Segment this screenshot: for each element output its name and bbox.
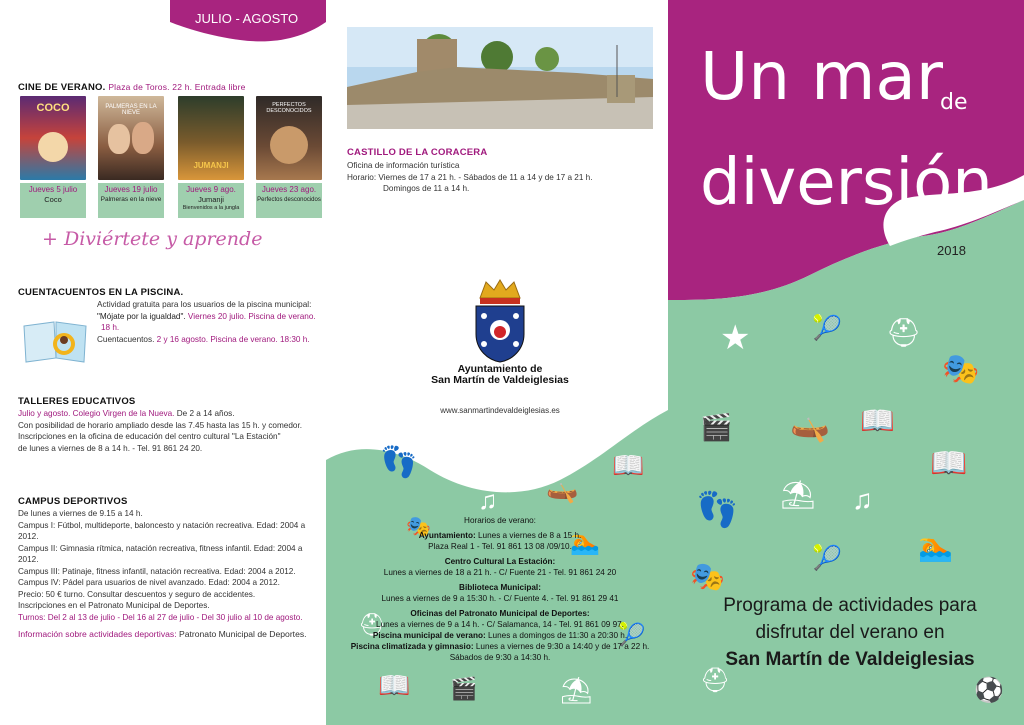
campus-line: Campus III: Patinaje, fitness infantil, natación recreativa. Edad: 2004 a 2012. — [18, 566, 296, 576]
knight-helmet-icon: ⛑ — [358, 612, 386, 637]
campus-line: De lunes a viernes de 9.15 a 14 h. — [18, 509, 143, 518]
reading-icon: 📖 — [378, 670, 411, 700]
horario-text: Lunes a viernes de 9:30 a 14:40 y de 17 a 22 h. — [473, 642, 650, 651]
slogan: + Diviértete y aprende — [42, 228, 263, 250]
film-date: Jueves 9 ago. — [186, 185, 236, 194]
film-date: Jueves 19 julio — [104, 185, 158, 194]
cine-detail: Plaza de Toros. 22 h. Entrada libre — [108, 82, 246, 92]
ayto-name — [420, 364, 580, 386]
film-date: Jueves 23 ago. — [261, 185, 317, 194]
tennis-racket-icon: 🎾 — [812, 315, 842, 342]
film-name: Jumanji — [198, 195, 224, 204]
poster-title: PALMERAS EN LA NIEVE — [105, 104, 157, 116]
horario-label: Centro Cultural La Estación: — [444, 557, 556, 566]
poster-title: PERFECTOS DESCONOCIDOS — [266, 102, 312, 114]
cover-year: 2018 — [937, 243, 966, 258]
cover-title-line1: Un mar — [700, 38, 943, 115]
castillo-line: Oficina de información turística — [347, 161, 460, 170]
poster-title: COCO — [36, 102, 70, 114]
horario-text: Lunes a viernes de 9 a 14 h. - C/ Salamanca, 14 - Tel. 91 861 09 97. — [376, 620, 624, 629]
castillo-line: Domingos de 11 a 14 h. — [383, 184, 470, 193]
campus-info — [18, 629, 307, 639]
music-icon: ♫ — [478, 485, 498, 515]
talleres-body — [18, 408, 318, 454]
horarios-title: Horarios de verano: — [464, 516, 536, 525]
talleres-line: De 2 a 14 años. — [174, 409, 235, 418]
campus-line: Campus II: Gimnasia rítmica, natación recreativa, fitness infantil. Edad: 2004 a 2012. — [18, 543, 303, 564]
talleres-line: de lunes a viernes de 8 a 14 h. - Tel. 91 861 24 20. — [18, 443, 203, 453]
horario-label: Piscina climatizada y gimnasio: — [350, 642, 474, 651]
ayto-name-line: San Martín de Valdeiglesias — [431, 374, 569, 386]
theatre-masks-icon: 🎭 — [690, 561, 725, 592]
knight-helmet-icon: ⛑ — [700, 667, 731, 694]
ayto-name-line: Ayuntamiento de — [457, 363, 543, 375]
horarios-block — [350, 515, 650, 663]
cuenta-line: Viernes 20 julio. Piscina de verano. — [185, 311, 316, 321]
castle-photo — [347, 27, 653, 129]
talleres-title: TALLERES EDUCATIVOS — [18, 396, 136, 407]
horario-text: Lunes a viernes de 8 a 15 h. — [475, 531, 582, 540]
campus-title: CAMPUS DEPORTIVOS — [18, 496, 128, 507]
poster-coco — [20, 96, 86, 180]
film-subtitle: Bienvenidos a la jungla — [182, 205, 240, 211]
cuenta-line: 2 y 16 agosto. Piscina de verano. 18:30 h. — [154, 334, 310, 344]
horario-label: Ayuntamiento: — [418, 531, 476, 540]
talleres-line: Inscripciones en la oficina de educación del centro cultural "La Estación" — [18, 432, 281, 441]
film-date: Jueves 5 julio — [28, 185, 78, 194]
film-name: Palmeras en la nieve — [100, 196, 162, 203]
footprints-icon: 👣 — [380, 446, 418, 479]
reading-icon: 📖 — [930, 447, 968, 480]
film-name: Coco — [44, 195, 62, 204]
cover-program-line: disfrutar del verano en — [755, 622, 945, 643]
info-value: Patronato Municipal de Deportes. — [176, 629, 307, 639]
cover-title-de: de — [940, 90, 968, 115]
cover-program-text — [700, 592, 1000, 673]
poster-jumanji — [178, 96, 244, 180]
poster-perfectos — [256, 96, 322, 180]
kayak-icon: 🛶 — [546, 474, 579, 504]
poster-title: JUMANJI — [193, 161, 229, 170]
castillo-line: Horario: Viernes de 17 a 21 h. - Sábados de 11 a 14 y de 17 a 21 h. — [347, 172, 593, 182]
film-caption-1 — [20, 183, 86, 218]
horario-text: Lunes a viernes de 9 a 15:30 h. - C/ Fuente 4. - Tel. 91 861 29 41 — [381, 594, 619, 603]
book-icon: 📖 — [612, 450, 645, 480]
horario-text: Plaza Real 1 - Tel. 91 861 13 08 /09/10. — [428, 542, 572, 551]
swimmer-icon: 🏊 — [570, 529, 600, 556]
horario-label: Oficinas del Patronato Municipal de Deportes: — [410, 609, 590, 618]
coat-of-arms — [472, 278, 528, 364]
castillo-title: CASTILLO DE LA CORACERA — [347, 147, 488, 158]
soccer-ball-icon: ⚽ — [974, 677, 1004, 704]
horario-label: Biblioteca Municipal: — [459, 583, 541, 592]
cover-program-line: San Martín de Valdeiglesias — [725, 649, 975, 670]
ayto-website[interactable]: www.sanmartindevaldeiglesias.es — [440, 406, 560, 415]
book-illustration — [22, 318, 90, 364]
campus-line: Inscripciones en el Patronato Municipal de Deportes. — [18, 601, 210, 610]
campus-line: Campus IV: Pádel para usuarios de nivel avanzado. Edad: 2004 a 2012. — [18, 578, 280, 587]
cuenta-line: Cuentacuentos. — [97, 334, 155, 344]
castillo-body — [347, 160, 657, 195]
book-icon: 📖 — [860, 405, 895, 436]
cuenta-title: CUENTACUENTOS EN LA PISCINA. — [18, 287, 184, 298]
cover-title-line2: diversión — [700, 146, 993, 220]
cuenta-line: "Mójate por la igualdad". — [97, 311, 186, 321]
horario-text: Sábados de 9:30 a 14:30 h. — [449, 653, 551, 662]
star-icon: ★ — [720, 319, 751, 357]
cine-section-title — [18, 82, 246, 93]
info-label: Información sobre actividades deportivas: — [18, 629, 177, 639]
horario-label: Piscina municipal de verano: — [372, 631, 486, 640]
cuenta-line: Actividad gratuita para los usuarios de la piscina municipal: — [97, 300, 312, 309]
cinema-seats-icon: 🎬 — [700, 412, 733, 442]
talleres-line: Julio y agosto. — [18, 409, 71, 418]
footprints-icon: 👣 — [696, 491, 739, 529]
months-header: JULIO - AGOSTO — [195, 11, 299, 26]
film-caption-2 — [98, 183, 164, 218]
campus-line: Precio: 50 € turno. Consultar descuentos y seguro de accidentes. — [18, 589, 256, 599]
cine-title: CINE DE VERANO. — [18, 82, 106, 93]
theatre-masks-icon: 🎭 — [406, 516, 431, 538]
campus-line: Campus I: Fútbol, multideporte, baloncesto y natación recreativa. Edad: 2004 a 2012. — [18, 520, 306, 541]
film-caption-4 — [256, 183, 322, 218]
kayak-icon: 🛶 — [790, 407, 830, 443]
campus-body — [18, 508, 323, 623]
theatre-masks-icon: 🎭 — [942, 353, 980, 386]
horario-text: Lunes a viernes de 18 a 21 h. - C/ Fuente 21 - Tel. 91 861 24 20 — [383, 568, 617, 577]
tennis-icon: 🎾 — [618, 622, 646, 647]
beach-umbrella-icon: ⛱ — [780, 479, 816, 510]
cuenta-body — [97, 299, 327, 345]
talleres-line: Colegio Virgen de la Nueva. — [70, 409, 175, 418]
cover-program-line: Programa de actividades para — [723, 595, 977, 616]
knight-helmet-icon: ⛑ — [886, 317, 922, 348]
film-name: Perfectos desconocidos — [257, 197, 321, 203]
swimmer-icon: 🏊 — [918, 531, 953, 562]
talleres-line: Con posibilidad de horario ampliado desde las 7.45 hasta las 15 h. y comedor. — [18, 420, 303, 430]
campus-turnos: Turnos: Del 2 al 13 de julio - Del 16 al 27 de julio - Del 30 julio al 10 de agosto. — [18, 612, 303, 622]
beach-umbrella-icon: ⛱ — [560, 675, 594, 705]
horario-text: Lunes a domingos de 11:30 a 20:30 h. — [485, 631, 628, 640]
cuenta-line: 18 h. — [101, 323, 120, 332]
film-caption-3 — [178, 183, 244, 218]
poster-palmeras — [98, 96, 164, 180]
tennis-racket-icon: 🎾 — [812, 545, 842, 572]
cinema-icon: 🎬 — [450, 676, 478, 701]
music-icon: ♫ — [852, 484, 873, 515]
